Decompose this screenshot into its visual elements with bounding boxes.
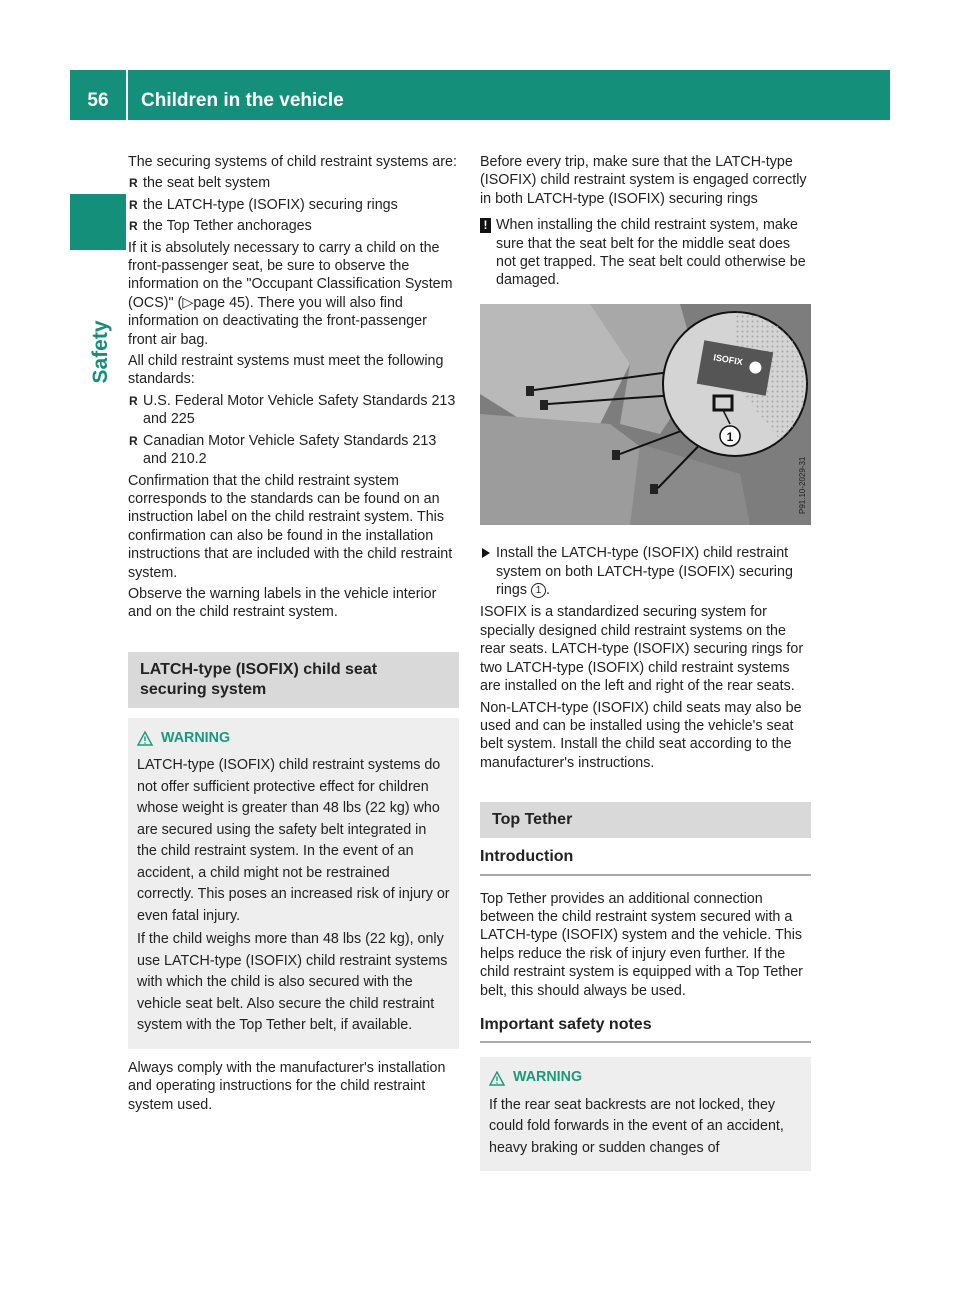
isofix-ring [526,386,534,396]
section-heading-isofix: LATCH-type (ISOFIX) child seat securing system [128,652,459,708]
isofix-ring [540,400,548,410]
install-step [480,544,811,599]
intro-paragraph: The securing systems of child restraint systems are: [128,154,457,170]
note-text: When installing the child restraint system, make sure that the seat belt for the middle seat does not get trapped. The seat belt could otherwise be damaged. [496,217,806,289]
non-isofix-paragraph: Non-LATCH-type (ISOFIX) child seats may also be used and can be installed using the vehicle's seat belt system. Install the child seat according to the manufacturer's instructions. [480,699,802,771]
list-item: R the LATCH-type (ISOFIX) securing rings [128,196,459,214]
list-item: R the Top Tether anchorages [128,217,459,235]
compliance-paragraph: Always comply with the manufacturer's installation and operating instructions for the child restraint system used. [128,1059,446,1113]
subheading-introduction: Introduction [480,848,811,875]
callout-marker-inline: 1 [531,583,546,598]
confirmation-paragraph: Confirmation that the child restraint system corresponds to the standards can be found on an instruction label on the child restraint system. This confirmation can also be found in the installation instructions that are included with the child restraint system. [128,472,453,581]
standards-paragraph: All child restraint systems must meet the following standards: [128,353,444,388]
warning-title-text: WARNING [161,729,231,746]
standards-list [128,392,459,469]
warning-text: LATCH-type (ISOFIX) child restraint systems do not offer sufficient protective effect for children whose weight is greater than 48 lbs (22 kg) who are secured using the safety belt integrated in the child restraint system. In the event of an accident, a child might not be restrained correctly. This poses an increased risk of injury or even fatal injury. [137,757,450,924]
ocs-page-link[interactable]: page 45). There you will also find information on deactivating the front-passenger front air bag. [128,294,427,348]
pre-trip-paragraph: Before every trip, make sure that the LATCH-type (ISOFIX) child restraint system is engaged correctly in both LATCH-type (ISOFIX) securing rings [480,154,807,207]
warning-box [128,718,459,1049]
callout-number: 1 [726,429,734,444]
warning-text: If the child weighs more than 48 lbs (22 kg), only use LATCH-type (ISOFIX) child restraint systems with which the child is also secured with the vehicle seat belt. Also secure the child restraint system with the Top Tether belt, if available. [137,931,448,1034]
section-heading-top-tether: Top Tether [480,802,811,838]
isofix-figure [480,304,811,525]
subheading-safety-notes: Important safety notes [480,1016,811,1043]
top-tether-intro: Top Tether provides an additional connection between the child restraint system secured with a LATCH-type (ISOFIX) system and the vehicle. This helps reduce the risk of injury even further. If the child restraint system is equipped with a Top Tether belt, this should always be used. [480,890,803,999]
note-item [480,216,811,290]
warning-title-text: WARNING [513,1069,583,1086]
sidebar-marker [70,194,126,250]
step-end: . [545,582,550,599]
isofix-tag-label: ISOFIX [712,352,744,368]
warning-title [137,728,450,750]
warning-triangle-icon [489,1071,505,1086]
left-column [128,153,459,1117]
ocs-text-a: If it is absolutely necessary to carry a child on the front-passenger seat, be sure to observe the information on the "Occupant Classification System (OCS)" ( [128,239,453,311]
ocs-paragraph [128,239,459,349]
sidebar-label: Safety [89,320,112,384]
exclamation-icon: ! [480,218,491,233]
figure-code: P91.10-2029-31 [798,456,807,514]
isofix-ring [612,450,620,460]
right-column [480,153,811,1181]
warning-box [480,1057,811,1171]
securing-systems-list [128,174,459,235]
warning-title [489,1067,802,1089]
isofix-ring [650,484,658,494]
step-text: Install the LATCH-type (ISOFIX) child restraint system on both LATCH-type (ISOFIX) securing rings [496,545,793,599]
page-title: Children in the vehicle [128,70,890,120]
list-item: R the seat belt system [128,174,459,192]
warning-triangle-icon [137,731,153,746]
warning-text: If the rear seat backrests are not locked, they could fold forwards in the event of an accident, heavy braking or sudden changes of [489,1096,784,1156]
list-item: R Canadian Motor Vehicle Safety Standards 213 and 210.2 [128,432,459,469]
warning-labels-paragraph: Observe the warning labels in the vehicle interior and on the child restraint system. [128,585,437,621]
page-ref-icon: ▷ [182,294,194,311]
list-item: R U.S. Federal Motor Vehicle Safety Standards 213 and 225 [128,392,459,429]
isofix-description: ISOFIX is a standardized securing system for specially designed child restraint systems on the rear seats. LATCH-type (ISOFIX) securing rings for two LATCH-type (ISOFIX) child restraint systems are installed on the left and right of the rear seats. [480,604,804,695]
page-number: 56 [70,70,126,120]
